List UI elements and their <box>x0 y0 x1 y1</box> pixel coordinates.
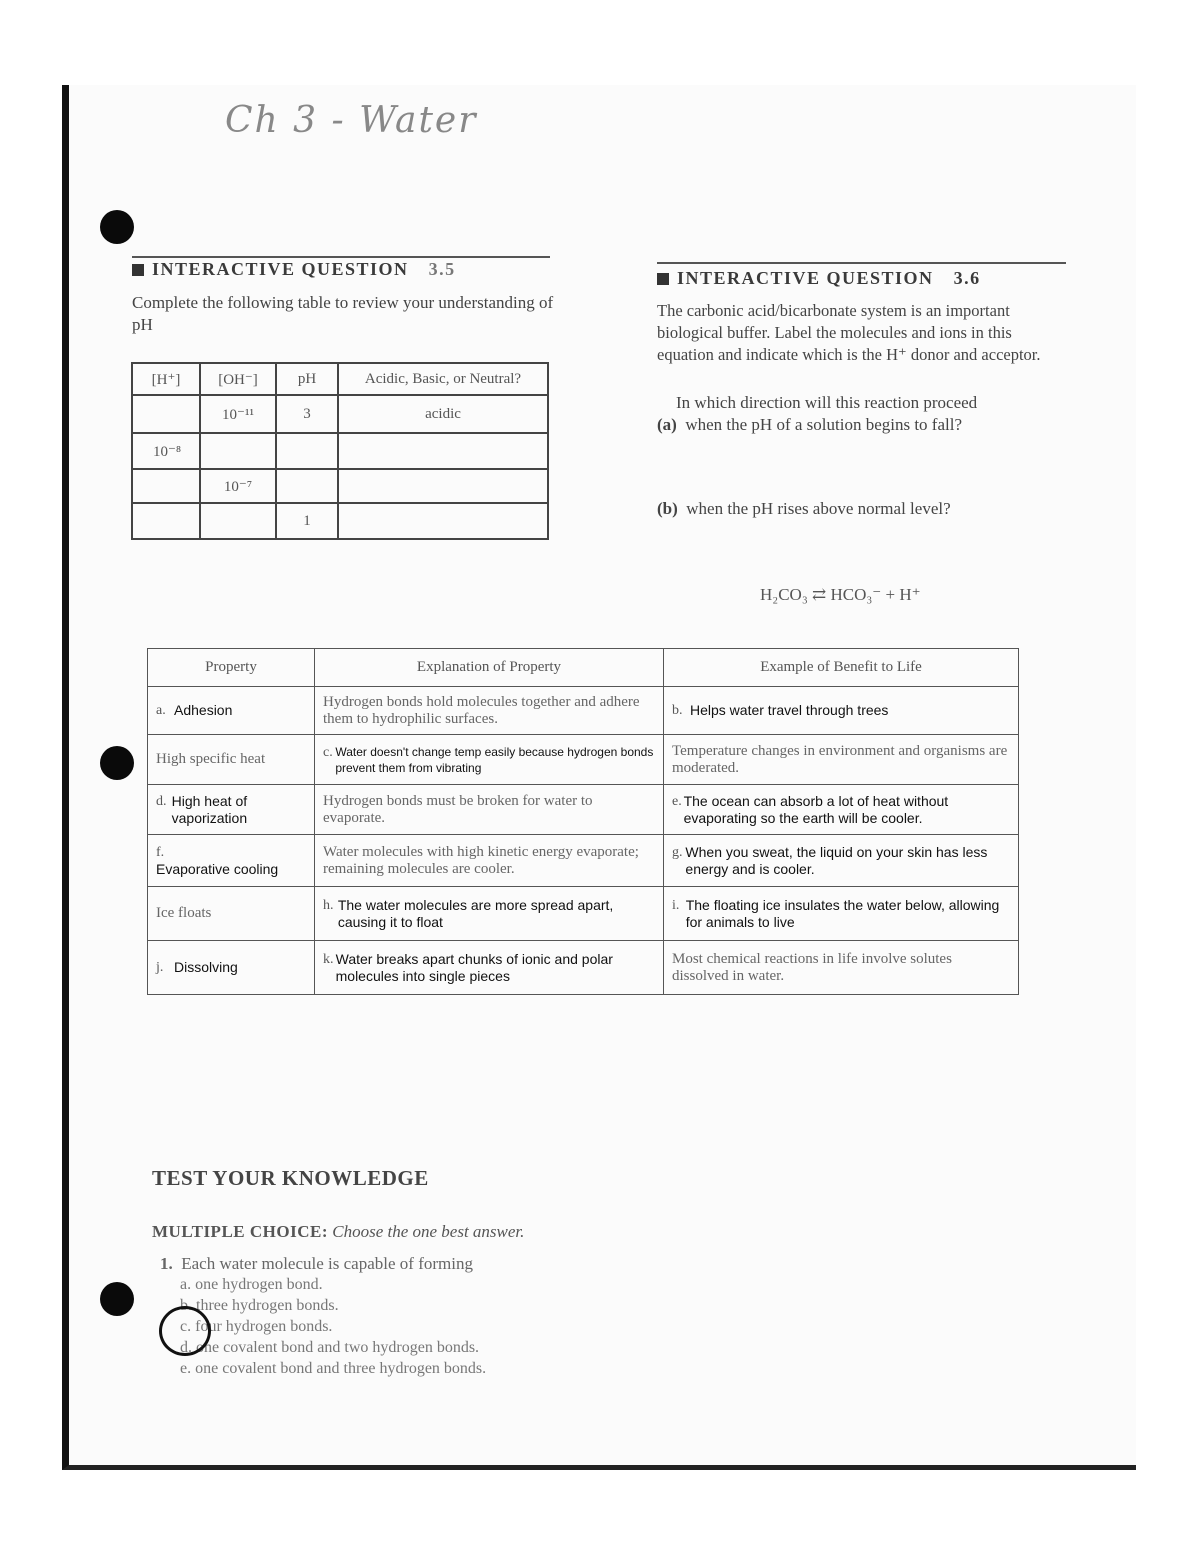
option-b[interactable]: b. three hydrogen bonds. <box>180 1297 339 1314</box>
example-cell[interactable]: Most chemical reactions in life involve solutes dissolved in water. <box>664 941 1019 995</box>
explanation-cell[interactable]: h. The water molecules are more spread apart, causing it to float <box>315 887 664 941</box>
explanation-cell[interactable]: Hydrogen bonds hold molecules together and adhere them to hydrophilic surfaces. <box>315 687 664 735</box>
iq35-prompt: Complete the following table to review your understanding of pH <box>132 293 554 334</box>
example-cell[interactable]: b. Helps water travel through trees <box>664 687 1019 735</box>
iq36-prompt: The carbonic acid/bicarbonate system is an important biological buffer. Label the molecules and ions in this equation and indicate which is the H⁺ donor and acceptor. <box>657 301 1041 364</box>
table-row <box>148 785 1019 835</box>
explanation-cell[interactable]: Water molecules with high kinetic energy evaporate; remaining molecules are cooler. <box>315 835 664 887</box>
iq36-direction: In which direction will this reaction proceed <box>676 393 978 412</box>
ph-cell[interactable]: 10⁻¹¹ <box>200 395 276 433</box>
explanation-cell[interactable]: Hydrogen bonds must be broken for water to evaporate. <box>315 785 664 835</box>
buffer-equation: H₂CO₃ ⇄ HCO₃⁻ + H⁺ <box>760 585 921 604</box>
property-cell[interactable]: f. Evaporative cooling <box>148 835 315 887</box>
test-heading: TEST YOUR KNOWLEDGE <box>152 1166 429 1190</box>
ph-cell[interactable]: acidic <box>338 395 548 433</box>
ph-header-oh: [OH⁻] <box>200 363 276 395</box>
binder-hole-top <box>100 210 134 244</box>
ph-cell[interactable] <box>200 433 276 469</box>
explanation-cell[interactable]: c. Water doesn't change temp easily because hydrogen bonds prevent them from vibrating <box>315 735 664 785</box>
ph-cell[interactable] <box>338 503 548 539</box>
example-cell[interactable]: Temperature changes in environment and organisms are moderated. <box>664 735 1019 785</box>
ph-cell[interactable] <box>132 503 200 539</box>
property-cell[interactable]: d. High heat of vaporization <box>148 785 315 835</box>
iq36-number: 3.6 <box>953 268 981 288</box>
iq36-part-b: (b) when the pH rises above normal level? <box>657 499 951 518</box>
option-e[interactable]: e. one covalent bond and three hydrogen bonds. <box>180 1360 487 1377</box>
ph-cell[interactable] <box>132 469 200 503</box>
mc-heading: MULTIPLE CHOICE: Choose the one best answer. <box>152 1222 525 1241</box>
property-cell[interactable]: j. Dissolving <box>148 941 315 995</box>
ph-cell[interactable] <box>276 469 338 503</box>
explanation-cell[interactable]: k. Water breaks apart chunks of ionic and polar molecules into single pieces <box>315 941 664 995</box>
ph-header-ph: pH <box>276 363 338 395</box>
iq35-heading: INTERACTIVE QUESTION 3.5 <box>132 259 456 280</box>
table-row <box>148 735 1019 785</box>
option-d[interactable]: d. one covalent bond and two hydrogen bonds. <box>180 1339 480 1356</box>
ph-cell[interactable]: 10⁻⁷ <box>200 469 276 503</box>
ph-cell[interactable] <box>338 433 548 469</box>
table-row <box>148 941 1019 995</box>
ph-table <box>131 362 549 540</box>
ph-cell[interactable] <box>338 469 548 503</box>
example-cell[interactable]: e. The ocean can absorb a lot of heat without evaporating so the earth will be cooler. <box>664 785 1019 835</box>
ph-cell[interactable] <box>200 503 276 539</box>
iq35-rule <box>132 256 550 258</box>
iq36-part-a: (a) when the pH of a solution begins to fall? <box>657 415 962 434</box>
option-a[interactable]: a. one hydrogen bond. <box>180 1276 323 1293</box>
header-property: Property <box>148 649 315 687</box>
handwritten-title: Ch 3 - Water <box>225 100 478 141</box>
iq36-heading: INTERACTIVE QUESTION 3.6 <box>657 268 981 289</box>
ph-cell[interactable] <box>132 395 200 433</box>
table-row <box>148 887 1019 941</box>
binder-hole-bottom <box>100 1282 134 1316</box>
iq36-rule <box>657 262 1066 264</box>
ph-cell[interactable]: 3 <box>276 395 338 433</box>
header-explanation: Explanation of Property <box>315 649 664 687</box>
binder-hole-middle <box>100 746 134 780</box>
table-row <box>148 835 1019 887</box>
answer-circle-mark <box>159 1306 211 1356</box>
ph-header-h: [H⁺] <box>132 363 200 395</box>
property-table <box>147 648 1019 995</box>
property-cell[interactable]: Ice floats <box>148 887 315 941</box>
ph-cell[interactable] <box>276 433 338 469</box>
option-c[interactable]: c. four hydrogen bonds. <box>180 1318 333 1335</box>
ph-header-acidity: Acidic, Basic, or Neutral? <box>338 363 548 395</box>
property-cell[interactable]: a. Adhesion <box>148 687 315 735</box>
square-bullet-icon <box>132 264 144 276</box>
property-cell[interactable]: High specific heat <box>148 735 315 785</box>
ph-cell[interactable]: 1 <box>276 503 338 539</box>
question-1: 1. Each water molecule is capable of forming <box>160 1254 473 1273</box>
header-example: Example of Benefit to Life <box>664 649 1019 687</box>
ph-cell[interactable]: 10⁻⁸ <box>132 433 200 469</box>
iq35-number: 3.5 <box>428 259 456 279</box>
example-cell[interactable]: i. The floating ice insulates the water below, allowing for animals to live <box>664 887 1019 941</box>
square-bullet-icon <box>657 273 669 285</box>
example-cell[interactable]: g. When you sweat, the liquid on your skin has less energy and is cooler. <box>664 835 1019 887</box>
table-row <box>148 687 1019 735</box>
